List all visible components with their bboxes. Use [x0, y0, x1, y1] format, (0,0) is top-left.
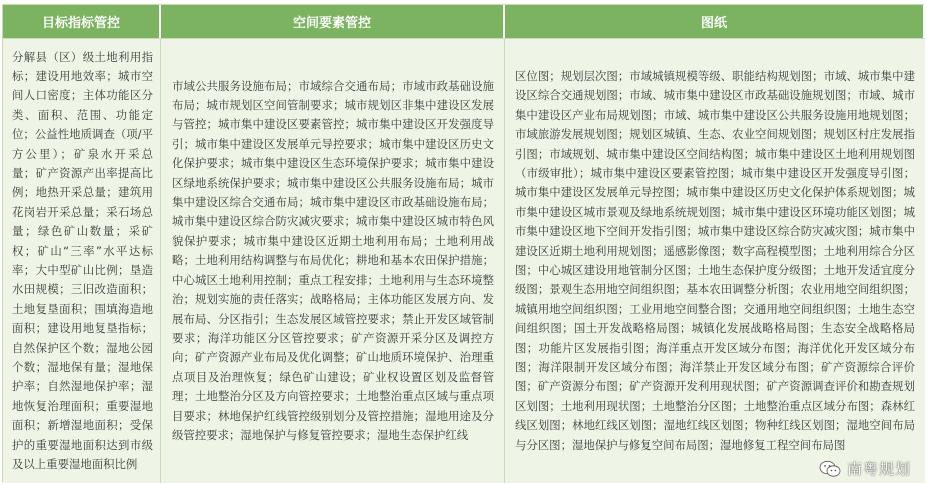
cell-target-indicator-control — [3, 38, 161, 483]
planning-control-table — [2, 4, 924, 482]
header-spatial-element-control: 空间要素管控 — [161, 5, 505, 38]
header-target-indicator-control: 目标指标管控 — [3, 5, 161, 38]
watermark — [819, 458, 911, 479]
cell-text: 市域公共服务设施布局；市域综合交通布局；市域市政基础设施布局；城市规划区空间管制要求；城市规划区非集中建设区发展与管控；城市集中建设区要素管控；城市集中建设区开发强度导引；城市集中建设区发展单元导控要求；城市集中建设区历史文化保护要求；城市集中建设区生态环境保护要求；城市集中建设区绿地系统保护要求；城市集中建设区公共服务设施布局；城市集中建设区综合交通布局；城市集中建设区市政基础设施布局；城市集中建设区综合防灾减灾要求；城市集中建设区城市特色风貌保护要求；城市集中建设区近期土地利用布局；土地利用战略；土地利用结构调整与布局优化；耕地和基本农田保护措施；中心城区土地利用控制；重点工程安排；土地利用与生态环境整治；规划实施的责任落实；战略格局；主体功能区发展方向、发展布局、分区指引；生态发展区域管控要求；禁止开发区域管制要求；海洋功能区分区管控要求；矿产资源开采分区及调控方向；矿产资源产业布局及优化调整；矿山地质环境保护、治理重点项目及治理恢复；绿色矿山建设；矿业权设置区划及监督管理；土地整治分区及方向管控要求；土地整治重点区域与重点项目要求；林地保护红线管控级别划分及管控措施；湿地用途及分级管控要求；湿地保护与修复管控要求；湿地生态保护红线 — [172, 78, 494, 442]
header-drawings: 图纸 — [505, 5, 925, 38]
wechat-icon — [819, 460, 841, 478]
cell-spatial-element-control — [161, 38, 505, 483]
watermark-text: 南粤规划 — [846, 460, 911, 478]
cell-text: 区位图；规划层次图；市域城镇规模等级、职能结构规划图；市域、城市集中建设区综合交通规划图；市域、城市集中建设区市政基础设施规划图；市域、城市集中建设区产业布局规划图；市域、城市集中建设区公共服务设施用地规划图；市域旅游发展规划图；规划区城镇、生态、农业空间规划图；规划区村庄发展指引图；市域规划、城市集中建设区空间结构图；城市集中建设区土地利用规划图（市级审批）；城市集中建设区要素管控图；城市集中建设区开发强度导引图；城市集中建设区发展单元导控图；城市集中建设区历史文化保护体系规划图；城市集中建设区城市景观及绿地系统规划图；城市集中建设区环境功能区划图；城市集中建设区地下空间开发指引图；城市集中建设区综合防灾减灾图；城市集中建设区近期土地利用规划图；遥感影像图；数字高程模型图；土地利用综合分区图；中心城区建设用地管制分区图；土地生态保护度分级图；土地开发适宜度分级图；景观生态用地空间组织图；基本农田调整分析图；农业用地空间组织图；城镇用地空间组织图；工业用地空间整合图；交通用地空间组织图；土地生态空间组织图；国土开发战略格局图；城镇化发展战略格局图；生态安全战略格局图；功能片区发展指引图；海洋重点开发区域分布图；海洋优化开发区域分布图；海洋限制开发区域分布图；海洋禁止开发区域分布图；矿产资源综合评价图；矿产资源分布图；矿产资源开发利用现状图；矿产资源调查评价和勘查规划区划图；土地利用现状图；土地整治分区图；土地整治重点区域分布图；森林红线区划图；林地红线区划图；湿地红线区划图；物种红线区划图；湿地空间布局与分区图；湿地保护与修复空间布局图；湿地修复工程空间布局图 — [515, 68, 915, 452]
cell-text: 分解县（区）级土地利用指标；建设用地效率；城市空间人口密度；主体功能区分类、面积、范围、功能定位；公益性地质调查（项/平方公里）；矿泉水开采总量；矿产资源产出率提高比例；地热开采总量；建筑用花岗岩开采总量；采石场总量；绿色矿山数量；采矿权；矿山“三率”水平达标率；大中型矿山比例；垦造水田规模；三旧改造面积；土地复垦面积；围填海造地面积；建设用地复垦指标；自然保护区个数；湿地公园个数；湿地保有量；湿地保护率；自然湿地保护率；湿地恢复治理面积；重要湿地面积；新增湿地面积；受保护的重要湿地面积达到市级及以上重要湿地面积比例 — [12, 49, 153, 472]
cell-drawings — [505, 38, 925, 483]
